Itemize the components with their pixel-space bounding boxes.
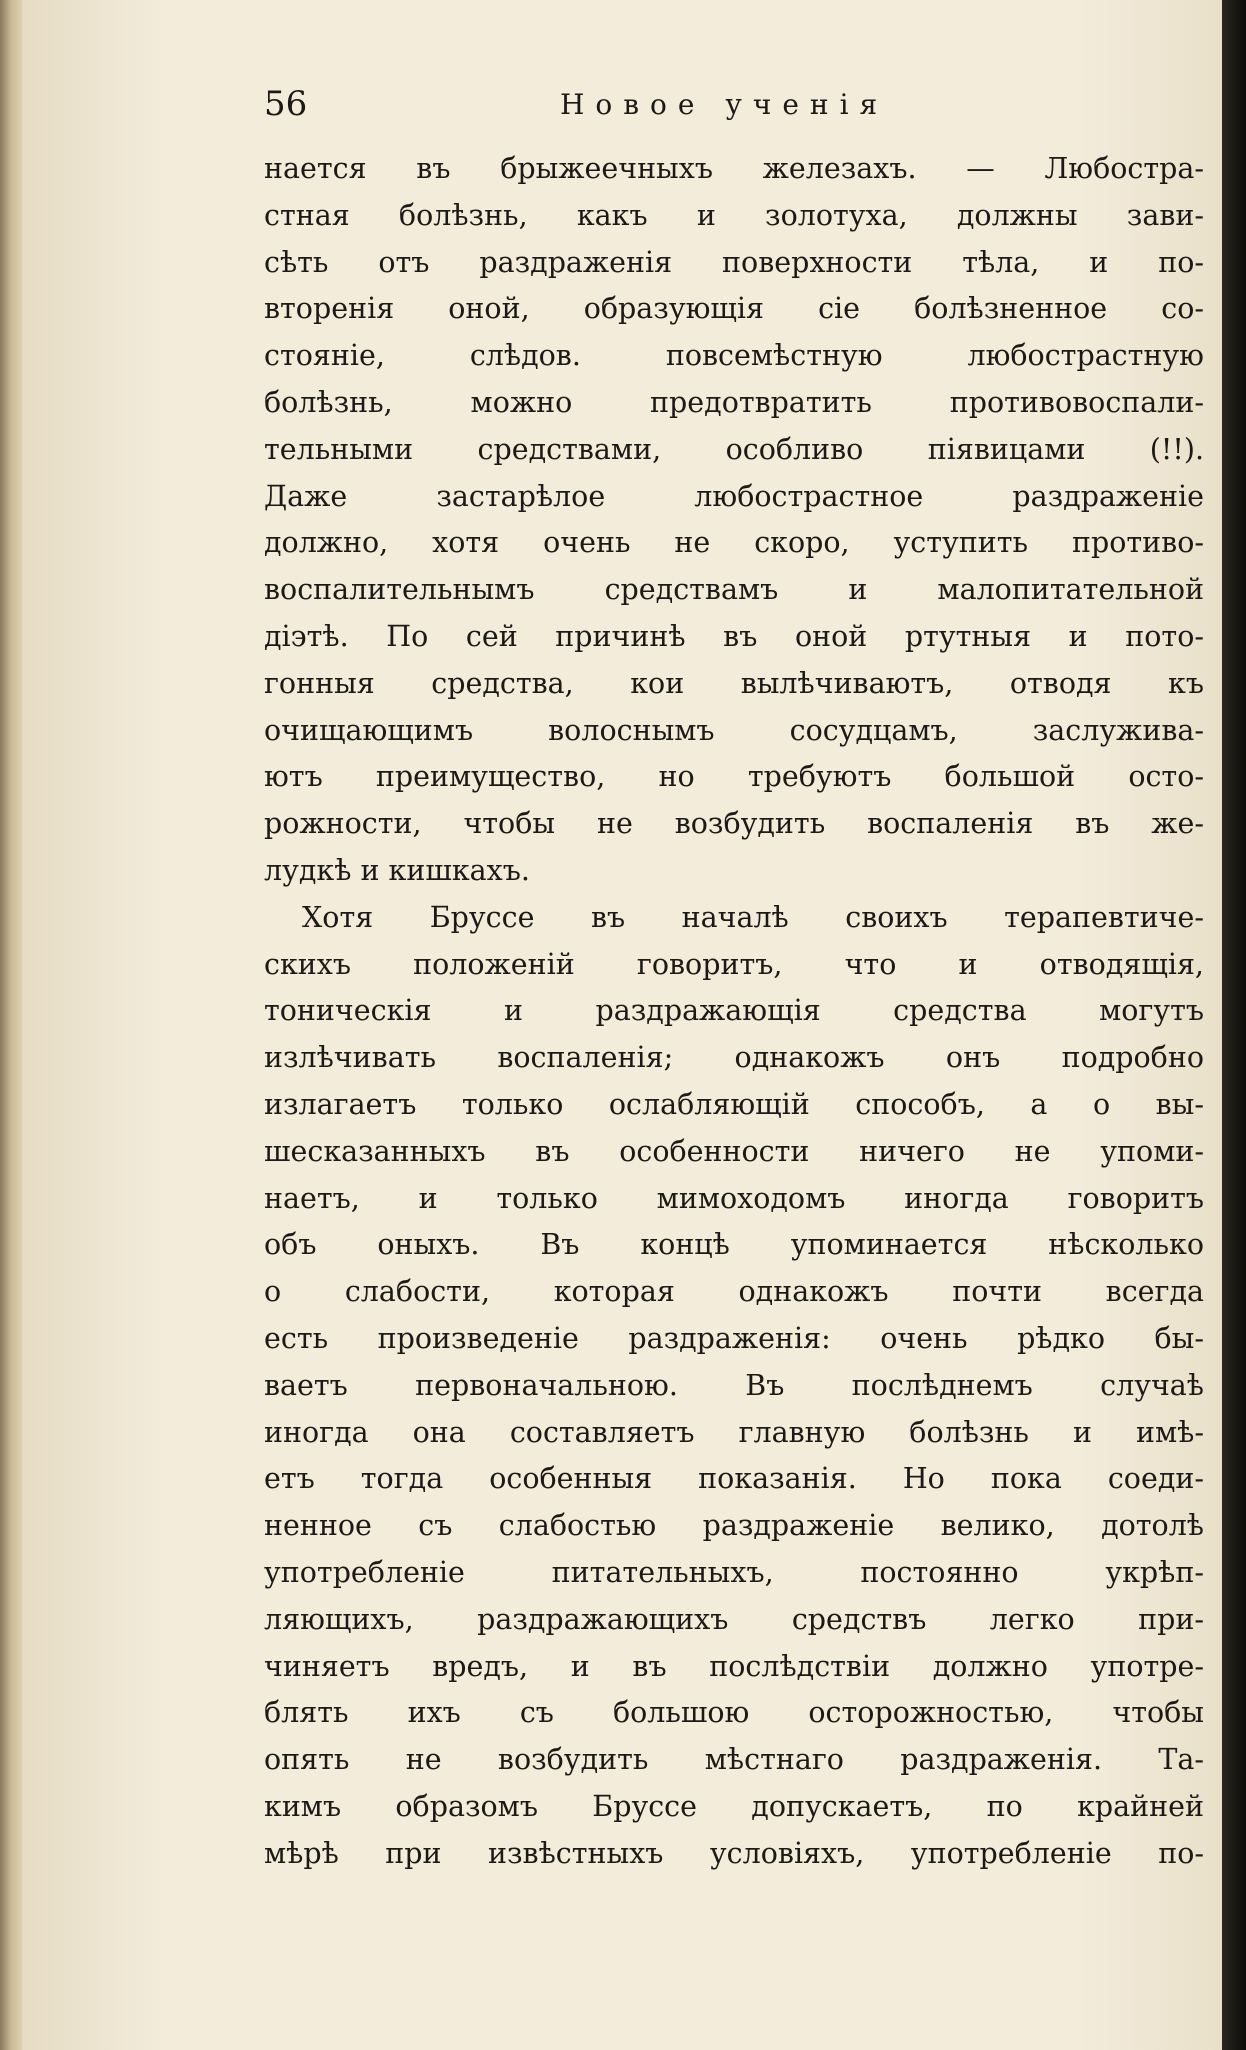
text-line: скихъ положеній говоритъ, что и отводящія,: [264, 947, 1204, 981]
book-spine-shadow: [0, 0, 22, 2050]
text-line: ненное съ слабостью раздраженіе велико, дотолѣ: [264, 1509, 1204, 1543]
text-line: кимъ образомъ Бруссе допускаетъ, по крайней: [264, 1789, 1204, 1823]
text-line: мѣрѣ при извѣстныхъ условіяхъ, употребленіе по-: [264, 1836, 1204, 1870]
body-text: [264, 146, 1204, 1877]
text-line: Даже застарѣлое любострастное раздраженіе: [264, 479, 1204, 513]
text-line: ваетъ первоначальною. Въ послѣднемъ случаѣ: [264, 1368, 1204, 1402]
page-number: 56: [264, 84, 308, 124]
text-line: иногда она составляетъ главную болѣзнь и имѣ-: [264, 1415, 1204, 1449]
text-line: болѣзнь, можно предотвратить противовоспали-: [264, 385, 1204, 419]
text-line: чиняетъ вредъ, и въ послѣдствіи должно употре-: [264, 1649, 1204, 1683]
text-line: излагаетъ только ослабляющій способъ, а о вы-: [264, 1087, 1204, 1121]
text-line: наетъ, и только мимоходомъ иногда говоритъ: [264, 1181, 1204, 1215]
text-line: должно, хотя очень не скоро, уступить противо-: [264, 526, 1204, 560]
paragraph-last-line: лудкѣ и кишкахъ.: [264, 853, 530, 887]
text-line: воспалительнымъ средствамъ и малопитательной: [264, 573, 1204, 607]
text-line: діэтѣ. По сей причинѣ въ оной ртутныя и пото-: [264, 619, 1204, 653]
text-line: опять не возбудить мѣстнаго раздраженія. Та-: [264, 1743, 1204, 1777]
text-line: сѣть отъ раздраженія поверхности тѣла, и по-: [264, 245, 1204, 279]
text-line: тельными средствами, особливо піявицами (!!).: [264, 432, 1204, 466]
text-line: блять ихъ съ большою осторожностью, чтобы: [264, 1696, 1204, 1730]
text-line: вторенія оной, образующія сіе болѣзненное со-: [264, 292, 1204, 326]
text-line: рожности, чтобы не возбудить воспаленія въ же-: [264, 807, 1204, 841]
text-line: тоническія и раздражающія средства могутъ: [264, 994, 1204, 1028]
text-line: есть произведеніе раздраженія: очень рѣдко бы-: [264, 1321, 1204, 1355]
text-line: стная болѣзнь, какъ и золотуха, должны зави-: [264, 198, 1204, 232]
running-title: Новое ученія: [560, 88, 889, 121]
text-line: излѣчивать воспаленія; однакожъ онъ подробно: [264, 1041, 1204, 1075]
text-line: о слабости, которая однакожъ почти всегда: [264, 1275, 1204, 1309]
text-line: ютъ преимущество, но требуютъ большой осто-: [264, 760, 1204, 794]
text-line: употребленіе питательныхъ, постоянно укрѣп-: [264, 1555, 1204, 1589]
text-line: очищающимъ волоснымъ сосудцамъ, заслужива-: [264, 713, 1204, 747]
text-line: шесказанныхъ въ особенности ничего не упоми-: [264, 1134, 1204, 1168]
text-line: ляющихъ, раздражающихъ средствъ легко при-: [264, 1602, 1204, 1636]
paragraph-first-line: Хотя Бруссе въ началѣ своихъ терапевтиче-: [302, 900, 1204, 934]
scan-edge: [1222, 0, 1246, 2050]
text-line: стояніе, слѣдов. повсемѣстную любострастную: [264, 339, 1204, 373]
text-line: гонныя средства, кои вылѣчиваютъ, отводя къ: [264, 666, 1204, 700]
page-header: [264, 84, 1204, 134]
text-line: нается въ брыжеечныхъ железахъ. — Любостра-: [264, 152, 1204, 185]
text-line: етъ тогда особенныя показанія. Но пока соеди-: [264, 1462, 1204, 1496]
text-line: объ оныхъ. Въ концѣ упоминается нѣсколько: [264, 1228, 1204, 1262]
